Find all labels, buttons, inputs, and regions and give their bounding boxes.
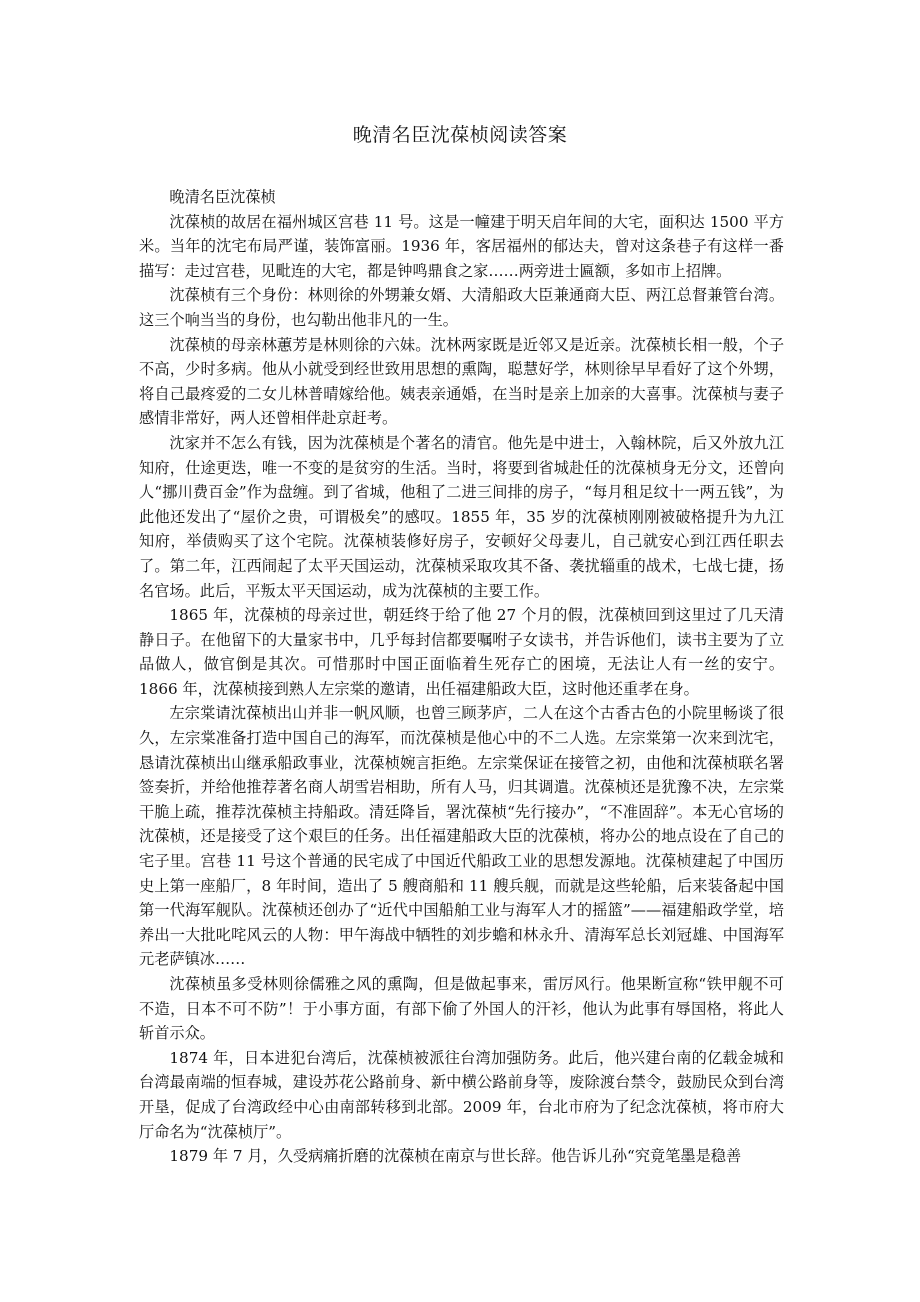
article-paragraph-1: 沈葆桢的故居在福州城区宫巷 11 号。这是一幢建于明天启年间的大宅，面积达 1500 平方米。当年的沈宅布局严谨，装饰富丽。1936 年，客居福州的郁达夫，曾对这条巷子有这样一番描写：走过宫巷，见毗连的大宅，都是钟鸣鼎食之家……两旁进士匾额，多如市上招牌。 xyxy=(139,212,784,280)
article-paragraph-4: 沈家并不怎么有钱，因为沈葆桢是个著名的清官。他先是中进士，入翰林院，后又外放九江知府，仕途更迭，唯一不变的是贫穷的生活。当时，将要到省城赴任的沈葆桢身无分文，还曾向人“挪川费百金”作为盘缠。到了省城，他租了二进三间排的房子，“每月租足纹十一两五钱”，为此他还发出了“屋价之贵，可谓极矣”的感叹。1855 年，35 岁的沈葆桢刚刚被破格提升为九江知府，举债购买了这个宅院。沈葆桢装修好房子，安顿好父母妻儿，自己就安心到江西任职去了。第二年，江西闹起了太平天国运动，沈葆桢采取攻其不备、袭扰辎重的战术，七战七捷，扬名官场。此后，平叛太平天国运动，成为沈葆桢的主要工作。 xyxy=(139,433,784,600)
article-paragraph-6: 左宗棠请沈葆桢出山并非一帆风顺，也曾三顾茅庐，二人在这个古香古色的小院里畅谈了很久，左宗棠准备打造中国自己的海军，而沈葆桢是他心中的不二人选。左宗棠第一次来到沈宅，恳请沈葆桢出山继承船政事业，沈葆桢婉言拒绝。左宗棠保证在接管之初，由他和沈葆桢联名署签奏折，并给他推荐著名商人胡雪岩相助，所有人马，归其调遣。沈葆桢还是犹豫不决，左宗棠干脆上疏，推荐沈葆桢主持船政。清廷降旨，署沈葆桢“先行接办”，“不准固辞”。本无心官场的沈葆桢，还是接受了这个艰巨的任务。出任福建船政大臣的沈葆桢，将办公的地点设在了自己的宅子里。宫巷 11 号这个普通的民宅成了中国近代船政工业的思想发源地。沈葆桢建起了中国历史上第一座船厂，8 年时间，造出了 5 艘商船和 11 艘兵舰，而就是这些轮船，后来装备起中国第一代海军舰队。沈葆桢还创办了“近代中国船舶工业与海军人才的摇篮”——福建船政学堂，培养出一大批叱咤风云的人物：甲午海战中牺牲的刘步蟾和林永升、清海军总长刘冠雄、中国海军元老萨镇冰…… xyxy=(139,704,784,969)
article-paragraph-8: 1874 年，日本进犯台湾后，沈葆桢被派往台湾加强防务。此后，他兴建台南的亿载金城和台湾最南端的恒春城，建设苏花公路前身、新中横公路前身等，废除渡台禁令，鼓励民众到台湾开垦，促成了台湾政经中心由南部转移到北部。2009 年，台北市府为了纪念沈葆桢，将市府大厅命名为“沈葆桢厅”。 xyxy=(139,1048,784,1141)
document-title: 晚清名臣沈葆桢阅读答案 xyxy=(352,124,568,146)
article-paragraph-5: 1865 年，沈葆桢的母亲过世，朝廷终于给了他 27 个月的假，沈葆桢回到这里过了几天清静日子。在他留下的大量家书中，几乎每封信都要嘱咐子女读书，并告诉他们，读书主要为了立品做人，做官倒是其次。可惜那时中国正面临着生死存亡的困境，无法让人有一丝的安宁。1866 年，沈葆桢接到熟人左宗棠的邀请，出任福建船政大臣，这时他还重孝在身。 xyxy=(139,606,784,698)
article-paragraph-7: 沈葆桢虽多受林则徐儒雅之风的熏陶，但是做起事来，雷厉风行。他果断宣称“铁甲舰不可不造，日本不可不防”！于小事方面，有部下偷了外国人的汗衫，他认为此事有辱国格，将此人斩首示众。 xyxy=(139,975,784,1043)
article-subtitle: 晚清名臣沈葆桢 xyxy=(169,188,276,206)
article-paragraph-3: 沈葆桢的母亲林蕙芳是林则徐的六妹。沈林两家既是近邻又是近亲。沈葆桢长相一般，个子不高，少时多病。他从小就受到经世致用思想的熏陶，聪慧好学，林则徐早早看好了这个外甥，将自己最疼爱的二女儿林普晴嫁给他。姨表亲通婚，在当时是亲上加亲的大喜事。沈葆桢与妻子感情非常好，两人还曾相伴赴京赶考。 xyxy=(139,335,784,428)
article-body xyxy=(139,185,784,1169)
article-paragraph-2: 沈葆桢有三个身份：林则徐的外甥兼女婿、大清船政大臣兼通商大臣、两江总督兼管台湾。这三个响当当的身份，也勾勒出他非凡的一生。 xyxy=(139,286,784,329)
article-paragraph-9: 1879 年 7 月，久受病痛折磨的沈葆桢在南京与世长辞。他告诉儿孙“究竟笔墨是稳善 xyxy=(169,1147,742,1166)
